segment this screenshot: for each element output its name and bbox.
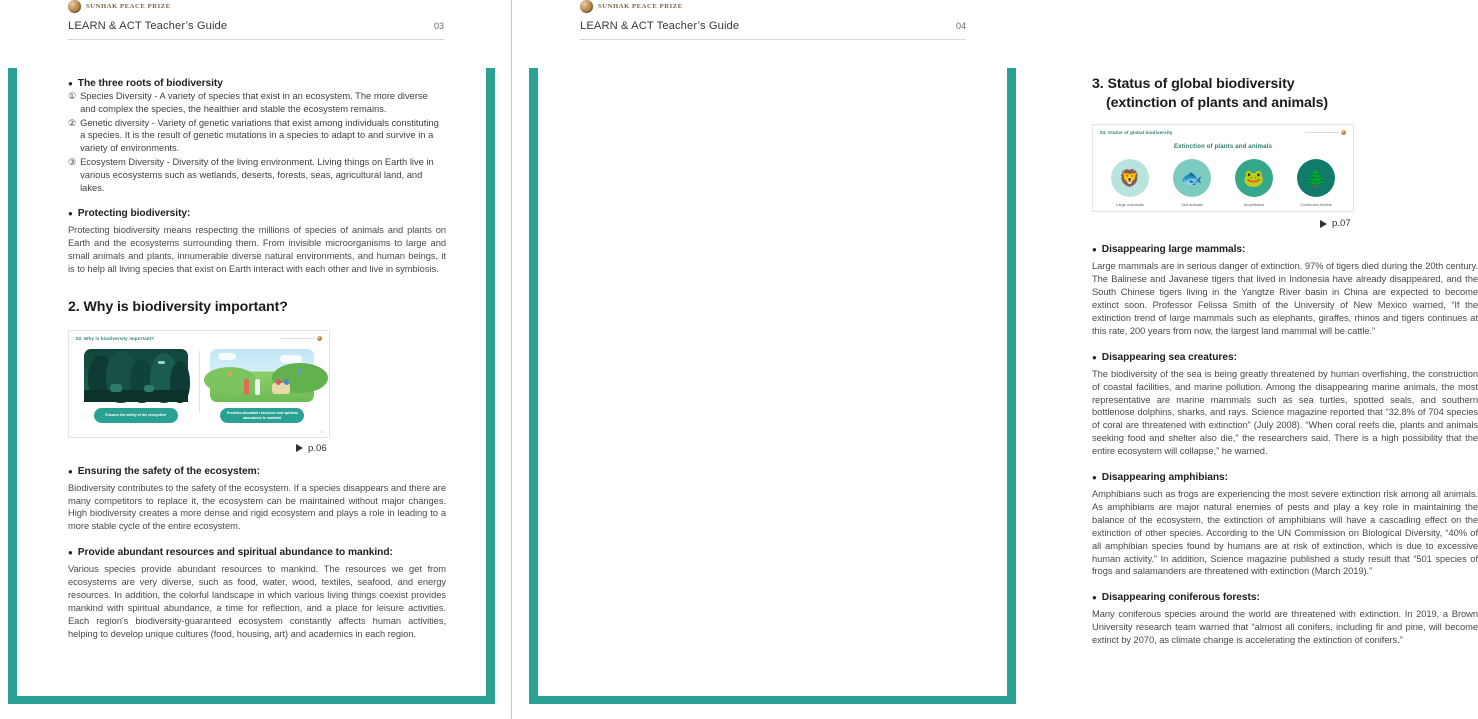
heading-text: Disappearing amphibians: [1101,472,1228,484]
heading-sea-creatures [1092,352,1478,363]
icon-cell-sea-animals [1169,159,1215,207]
list-marker: ② [68,117,77,128]
page-header-left [68,0,444,52]
paragraph-provide-resources: Various species provide abundant resources to mankind. The resources we get from ecosystems are very diverse, such as food, water, wood, textiles, seafood, and energy resources. In addition, the colorful landscape in which various living things coexist provides mankind with spiritual abundance, a time for reflection, and a place for leisure activities. Each region's biodiversity-guaranteed ecosystem constantly affects human activities, helping to develop unique cultures (food, housing, art) and academics in each region. [68,564,446,639]
brand-name: SUNHAK PEACE PRIZE [86,3,171,10]
list-item [68,156,446,194]
paragraph-sea-creatures: The biodiversity of the sea is being greatly threatened by human overfishing, the construction of coastal facilities, and marine pollution. Among the disappearing marine animals, the most representative are marine mammals such as sea turtles, spotted seals, and southern bottlenose dolphins, sharks, and rays. Science magazine reported that “32.8% of 704 species of coral are threatened with extinction” (July 2008). “When coral reefs die, plants and animals seeking food and shelter also die,” the researchers said. There is a high possibility that the entire ecosystem will collapse,” he warned. [1092,368,1478,457]
slide-reference-p07[interactable] [1320,218,1351,229]
forest-illustration [84,349,188,403]
page-border-gutter [486,68,495,704]
brand-name: SUNHAK PEACE PRIZE [598,3,683,10]
page-border-bottom [529,696,1016,704]
slide-title: Extinction of plants and animals [1173,143,1273,151]
list-marker: ① [68,91,77,101]
list-item [68,90,446,116]
page-title-line2: (extinction of plants and animals) [1106,94,1329,111]
sunhak-globe-icon [68,0,81,13]
page-content-left [68,70,446,641]
heading-text: Disappearing sea creatures: [1101,351,1237,363]
list-text: Species Diversity - A variety of species that exist in an ecosystem. The more diverse and complex the species, the healthier and stable the ecosystem remains. [80,91,428,114]
bullet-dot-icon: ● [1092,352,1097,362]
conifer-icon: 🌲 [1297,159,1335,197]
slide-progress [281,336,322,341]
list-item [68,117,446,155]
heading-ensuring-safety [68,466,446,477]
play-triangle-icon [1320,220,1327,228]
slide-col-ecosystem [79,349,193,423]
fish-icon: 🐟 [1173,159,1211,197]
icon-label: Sea animals [1181,202,1203,208]
slide-tag: 03. Status of global biodiversity [1100,130,1173,136]
slide-corner-number: 6 [320,428,323,434]
paragraph-protecting-biodiversity: Protecting biodiversity means respecting the millions of species of animals and plants on Earth and the ecosystems surrounding them. From invisible microorganisms to large and small animals and plants, innumerable diverse natural environments, and human beings, it is to help all living species that exist on Earth interact with each other and live in symbiosis. [68,225,446,275]
page-border-gutter [529,68,538,704]
icon-cell-amphibians [1231,159,1277,207]
slide-reference-label: p.07 [1332,218,1351,230]
sunhak-globe-icon [317,336,322,341]
heading-text: Disappearing large mammals: [1101,244,1246,256]
icon-cell-coniferous-forests [1293,159,1339,207]
bullet-dot-icon: ● [1092,473,1097,483]
heading-provide-resources [68,547,446,558]
bullet-dot-icon: ● [68,548,73,558]
icon-cell-large-mammals [1107,159,1153,207]
page-number: 04 [955,21,966,31]
progress-bar [1305,132,1339,133]
three-roots-list [68,90,446,194]
slide-divider [199,351,200,413]
lion-icon: 🦁 [1111,159,1149,197]
paragraph-coniferous-forests: Many coniferous species around the world are threatened with extinction. In 2019, a Brown University research team warned that “almost all conifers, including fir and pine, will become extinct by 2070, as climate change is accelerating the extinction of conifers.” [1092,609,1478,646]
brand-logo [580,0,966,13]
icon-label: Amphibians [1243,202,1265,208]
caption-pill-mankind: Provides abundant resources and spiritual abundance to mankind [220,408,304,422]
frog-icon: 🐸 [1235,159,1273,197]
figure-extinction [1092,124,1478,230]
heading-coniferous-forests [1092,592,1478,603]
slide-thumbnail[interactable] [68,330,330,438]
slide-thumbnail[interactable] [1092,124,1354,212]
progress-bar [281,338,315,339]
page-right [512,0,1478,719]
heading-text: Protecting biodiversity: [77,208,191,220]
page-title-line1: 3. Status of global biodiversity [1092,76,1295,92]
slide-header [69,331,329,341]
heading-text: Disappearing coniferous forests: [1101,592,1260,604]
slide-header [1093,125,1353,135]
header-title-row [580,20,966,40]
heading-text: Ensuring the safety of the ecosystem: [77,465,260,477]
bullet-dot-icon: ● [68,79,73,88]
slide-progress [1305,130,1346,135]
park-illustration [210,349,314,403]
page-title: 2. Why is biodiversity important? [68,298,288,315]
heading-amphibians [1092,472,1478,483]
header-title-row [68,20,444,40]
bullet-dot-icon: ● [68,209,73,219]
paragraph-amphibians: Amphibians such as frogs are experiencing the most severe extinction risk among all animals. As amphibians are major natural enemies of pests and play a key role in maintaining the balance of the ecosystem, the extinction of amphibians will have a cascading effect on the extinction of other species. According to the UN Commission on Biological Diversity, “40% of all amphibian species found by humans are at risk of extinction, which is due to excessive human activity.” In addition, Science magazine published a study result that “501 species of frogs and salamanders are threatened with extinction (March 2019).” [1092,489,1478,577]
brand-logo [68,0,444,13]
extinction-icon-row [1093,159,1353,207]
list-text: Ecosystem Diversity - Diversity of the living environment. Living things on Earth live in various ecosystems such as wetlands, deserts, forests, seas, agricultural land, and lakes. [80,156,434,193]
paragraph-ensuring-safety: Biodiversity contributes to the safety of the ecosystem. If a species disappears and there are many competitors to replace it, the ecosystem can be maintained without major changes. High biodiversity creates a more dense and rigid ecosystem and plays a role in leading to a more stable cycle of the entire ecosystem. [68,482,446,532]
heading-text: The three roots of biodiversity [77,78,223,89]
sunhak-globe-icon [1341,130,1346,135]
sunhak-globe-icon [580,0,593,13]
page-border-bottom [8,696,494,704]
page-left [0,0,512,719]
figure-why-biodiversity [68,330,446,454]
icon-label: Large mammals [1116,202,1144,208]
page-content-right [1092,68,1478,647]
heading-large-mammals [1092,244,1478,255]
list-marker: ③ [68,156,77,167]
slide-reference-label: p.06 [308,442,327,454]
bullet-dot-icon: ● [1092,245,1097,255]
heading-text: Provide abundant resources and spiritual abundance to mankind: [77,547,393,559]
slide-col-mankind [205,349,319,423]
paragraph-large-mammals: Large mammals are in serious danger of extinction. 97% of tigers died during the 20th century. The Balinese and Javanese tigers that lived in Indonesia have already disappeared, and the South Chinese tigers living in the Yangtze River basin in China are expected to become extinct soon. Professor Felissa Smith of the University of New Mexico warned, “If the extinction trend of large mammals such as elephants, giraffes, rhinos and tigers continues at this rate, 200 years from now, the largest land mammal will be cattle.” [1092,261,1478,336]
page-border-left [8,68,17,702]
caption-pill-ecosystem: Ensures the safety of the ecosystem [94,408,178,422]
spread-gutter-line [511,0,512,719]
page-header-right [580,0,966,52]
slide-tag: 02. Why is biodiversity important? [76,335,155,341]
bullet-dot-icon: ● [1092,593,1097,603]
list-text: Genetic diversity - Variety of genetic variations that exist among individuals constituting a species. It is the result of genetic mutations in a species to adapt to and survive in a variety of environments. [80,117,439,154]
heading-protecting-biodiversity [68,208,446,219]
page-number: 03 [433,21,444,31]
bullet-dot-icon: ● [68,466,73,476]
icon-label: Coniferous forests [1300,202,1332,208]
slide-reference-p06[interactable] [296,443,327,454]
guide-title: LEARN & ACT Teacher’s Guide [68,20,228,32]
slide-body [69,341,329,423]
play-triangle-icon [296,444,303,452]
page-title [1092,75,1478,112]
page-border-right [1007,68,1016,702]
guide-title: LEARN & ACT Teacher’s Guide [580,20,740,32]
heading-three-roots [68,78,446,89]
